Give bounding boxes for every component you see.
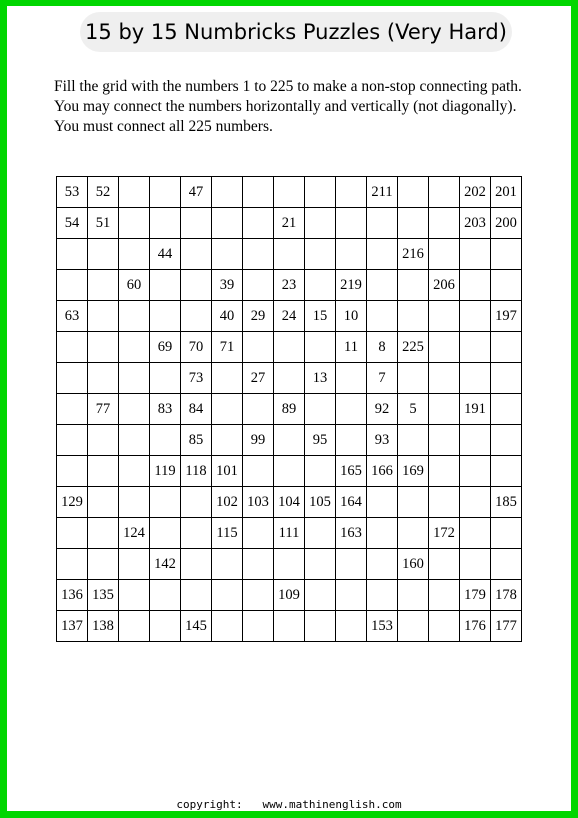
grid-cell[interactable]: 178 — [491, 580, 522, 611]
grid-cell[interactable] — [57, 549, 88, 580]
grid-cell[interactable] — [336, 611, 367, 642]
grid-cell[interactable] — [367, 208, 398, 239]
grid-cell[interactable]: 115 — [212, 518, 243, 549]
grid-cell[interactable]: 44 — [150, 239, 181, 270]
grid-cell[interactable]: 60 — [119, 270, 150, 301]
grid-cell[interactable]: 47 — [181, 177, 212, 208]
grid-cell[interactable] — [367, 518, 398, 549]
grid-cell[interactable]: 166 — [367, 456, 398, 487]
grid-cell[interactable] — [429, 363, 460, 394]
grid-cell[interactable]: 225 — [398, 332, 429, 363]
grid-cell[interactable] — [367, 580, 398, 611]
grid-cell[interactable]: 129 — [57, 487, 88, 518]
site-url: www.mathinenglish.com — [262, 798, 402, 811]
grid-cell[interactable] — [491, 425, 522, 456]
grid-cell[interactable]: 109 — [274, 580, 305, 611]
puzzle-grid — [56, 176, 522, 642]
grid-cell[interactable] — [367, 487, 398, 518]
grid-cell[interactable] — [429, 580, 460, 611]
grid-cell[interactable]: 163 — [336, 518, 367, 549]
grid-cell[interactable] — [88, 425, 119, 456]
grid-cell[interactable] — [212, 239, 243, 270]
grid-cell[interactable] — [398, 425, 429, 456]
grid-cell[interactable] — [119, 177, 150, 208]
grid-cell[interactable] — [212, 363, 243, 394]
grid-row — [57, 301, 522, 332]
grid-cell[interactable]: 63 — [57, 301, 88, 332]
grid-cell[interactable] — [181, 518, 212, 549]
grid-row — [57, 332, 522, 363]
grid-cell[interactable]: 216 — [398, 239, 429, 270]
grid-cell[interactable]: 13 — [305, 363, 336, 394]
grid-cell[interactable] — [181, 301, 212, 332]
grid-row — [57, 611, 522, 642]
grid-cell[interactable] — [460, 487, 491, 518]
grid-cell[interactable]: 7 — [367, 363, 398, 394]
grid-cell[interactable] — [429, 332, 460, 363]
grid-cell[interactable]: 197 — [491, 301, 522, 332]
grid-cell[interactable]: 202 — [460, 177, 491, 208]
grid-cell[interactable] — [491, 518, 522, 549]
grid-cell[interactable]: 203 — [460, 208, 491, 239]
grid-cell[interactable] — [119, 363, 150, 394]
grid-cell[interactable]: 52 — [88, 177, 119, 208]
grid-cell[interactable]: 77 — [88, 394, 119, 425]
grid-cell[interactable]: 53 — [57, 177, 88, 208]
grid-row — [57, 208, 522, 239]
grid-cell[interactable] — [119, 208, 150, 239]
grid-cell[interactable] — [460, 549, 491, 580]
grid-cell[interactable] — [150, 487, 181, 518]
grid-cell[interactable]: 105 — [305, 487, 336, 518]
grid-cell[interactable]: 201 — [491, 177, 522, 208]
grid-row — [57, 549, 522, 580]
grid-cell[interactable] — [274, 456, 305, 487]
grid-cell[interactable]: 145 — [181, 611, 212, 642]
grid-cell[interactable]: 5 — [398, 394, 429, 425]
grid-cell[interactable]: 93 — [367, 425, 398, 456]
grid-cell[interactable] — [305, 332, 336, 363]
grid-cell[interactable] — [305, 549, 336, 580]
grid-cell[interactable] — [274, 239, 305, 270]
grid-cell[interactable] — [460, 301, 491, 332]
grid-cell[interactable]: 102 — [212, 487, 243, 518]
grid-cell[interactable]: 10 — [336, 301, 367, 332]
grid-cell[interactable] — [119, 549, 150, 580]
grid-cell[interactable] — [150, 425, 181, 456]
grid-cell[interactable]: 138 — [88, 611, 119, 642]
grid-cell[interactable]: 101 — [212, 456, 243, 487]
grid-cell[interactable] — [429, 301, 460, 332]
grid-cell[interactable] — [150, 208, 181, 239]
grid-cell[interactable] — [119, 456, 150, 487]
grid-cell[interactable] — [150, 270, 181, 301]
grid-cell[interactable] — [460, 363, 491, 394]
grid-cell[interactable] — [150, 177, 181, 208]
grid-cell[interactable] — [429, 239, 460, 270]
grid-cell[interactable] — [88, 239, 119, 270]
grid-cell[interactable]: 27 — [243, 363, 274, 394]
grid-cell[interactable]: 135 — [88, 580, 119, 611]
grid-cell[interactable]: 21 — [274, 208, 305, 239]
title-banner — [80, 12, 512, 52]
grid-cell[interactable] — [429, 487, 460, 518]
grid-cell[interactable] — [398, 518, 429, 549]
grid-cell[interactable] — [150, 580, 181, 611]
grid-cell[interactable] — [491, 363, 522, 394]
grid-cell[interactable] — [305, 518, 336, 549]
grid-cell[interactable]: 164 — [336, 487, 367, 518]
grid-cell[interactable]: 69 — [150, 332, 181, 363]
grid-cell[interactable] — [274, 425, 305, 456]
grid-cell[interactable]: 99 — [243, 425, 274, 456]
grid-cell[interactable]: 51 — [88, 208, 119, 239]
grid-cell[interactable] — [119, 487, 150, 518]
grid-cell[interactable] — [57, 394, 88, 425]
grid-cell[interactable] — [305, 208, 336, 239]
grid-cell[interactable] — [57, 332, 88, 363]
grid-cell[interactable] — [398, 270, 429, 301]
copyright-footer — [0, 798, 578, 811]
grid-cell[interactable] — [429, 456, 460, 487]
grid-cell[interactable] — [491, 394, 522, 425]
grid-cell[interactable] — [305, 580, 336, 611]
grid-cell[interactable] — [274, 177, 305, 208]
grid-cell[interactable]: 95 — [305, 425, 336, 456]
grid-cell[interactable] — [243, 549, 274, 580]
grid-cell[interactable] — [119, 332, 150, 363]
grid-cell[interactable] — [460, 518, 491, 549]
grid-cell[interactable]: 176 — [460, 611, 491, 642]
grid-cell[interactable]: 39 — [212, 270, 243, 301]
grid-cell[interactable]: 119 — [150, 456, 181, 487]
grid-cell[interactable] — [243, 332, 274, 363]
grid-row — [57, 456, 522, 487]
grid-cell[interactable] — [429, 611, 460, 642]
grid-cell[interactable] — [57, 456, 88, 487]
grid-cell[interactable] — [88, 518, 119, 549]
grid-cell[interactable] — [181, 549, 212, 580]
grid-cell[interactable]: 40 — [212, 301, 243, 332]
instruction-line: Fill the grid with the numbers 1 to 225 to make a non-stop connecting path. — [54, 78, 522, 95]
grid-cell[interactable] — [150, 363, 181, 394]
grid-cell[interactable] — [336, 239, 367, 270]
grid-cell[interactable] — [88, 456, 119, 487]
grid-cell[interactable] — [88, 549, 119, 580]
grid-cell[interactable] — [119, 239, 150, 270]
grid-cell[interactable] — [119, 611, 150, 642]
grid-cell[interactable]: 84 — [181, 394, 212, 425]
grid-cell[interactable] — [398, 487, 429, 518]
grid-cell[interactable]: 85 — [181, 425, 212, 456]
grid-cell[interactable] — [150, 518, 181, 549]
grid-row — [57, 394, 522, 425]
grid-cell[interactable] — [398, 611, 429, 642]
grid-cell[interactable]: 172 — [429, 518, 460, 549]
grid-cell[interactable] — [212, 208, 243, 239]
grid-row — [57, 518, 522, 549]
grid-cell[interactable] — [119, 394, 150, 425]
grid-row — [57, 239, 522, 270]
grid-cell[interactable] — [181, 239, 212, 270]
grid-cell[interactable] — [336, 394, 367, 425]
grid-cell[interactable] — [243, 270, 274, 301]
grid-cell[interactable] — [274, 549, 305, 580]
grid-cell[interactable]: 118 — [181, 456, 212, 487]
grid-row — [57, 363, 522, 394]
grid-cell[interactable]: 29 — [243, 301, 274, 332]
grid-cell[interactable] — [57, 425, 88, 456]
grid-cell[interactable] — [367, 270, 398, 301]
grid-cell[interactable]: 15 — [305, 301, 336, 332]
grid-cell[interactable] — [57, 239, 88, 270]
grid-row — [57, 487, 522, 518]
grid-cell[interactable] — [305, 394, 336, 425]
grid-cell[interactable] — [460, 239, 491, 270]
grid-cell[interactable]: 8 — [367, 332, 398, 363]
grid-cell[interactable] — [460, 456, 491, 487]
grid-cell[interactable] — [305, 177, 336, 208]
grid-cell[interactable] — [336, 363, 367, 394]
grid-cell[interactable] — [460, 332, 491, 363]
grid-cell[interactable]: 153 — [367, 611, 398, 642]
instruction-line: You must connect all 225 numbers. — [54, 118, 273, 135]
grid-row — [57, 580, 522, 611]
grid-cell[interactable]: 177 — [491, 611, 522, 642]
grid-cell[interactable] — [429, 208, 460, 239]
grid-cell[interactable]: 104 — [274, 487, 305, 518]
instruction-line: You may connect the numbers horizontally and vertically (not diagonally). — [54, 98, 517, 115]
page-title: 15 by 15 Numbricks Puzzles (Very Hard) — [85, 20, 507, 44]
grid-cell[interactable] — [305, 239, 336, 270]
grid-cell[interactable] — [274, 611, 305, 642]
grid-cell[interactable] — [336, 177, 367, 208]
grid-cell[interactable] — [181, 270, 212, 301]
grid-cell[interactable]: 83 — [150, 394, 181, 425]
grid-cell[interactable] — [398, 363, 429, 394]
grid-cell[interactable]: 111 — [274, 518, 305, 549]
grid-cell[interactable] — [367, 549, 398, 580]
grid-cell[interactable] — [243, 580, 274, 611]
grid-cell[interactable] — [181, 208, 212, 239]
grid-cell[interactable] — [212, 580, 243, 611]
grid-cell[interactable] — [212, 425, 243, 456]
grid-cell[interactable] — [336, 549, 367, 580]
instructions — [54, 77, 574, 137]
grid-cell[interactable]: 191 — [460, 394, 491, 425]
grid-cell[interactable] — [243, 177, 274, 208]
grid-cell[interactable] — [243, 208, 274, 239]
grid-cell[interactable]: 103 — [243, 487, 274, 518]
grid-cell[interactable]: 92 — [367, 394, 398, 425]
grid-cell[interactable] — [88, 270, 119, 301]
grid-cell[interactable] — [57, 270, 88, 301]
grid-cell[interactable] — [429, 425, 460, 456]
grid-cell[interactable] — [491, 270, 522, 301]
grid-cell[interactable] — [491, 239, 522, 270]
grid-cell[interactable] — [243, 456, 274, 487]
grid-cell[interactable] — [429, 549, 460, 580]
grid-cell[interactable] — [88, 363, 119, 394]
grid-cell[interactable] — [305, 456, 336, 487]
grid-cell[interactable] — [243, 394, 274, 425]
grid-cell[interactable]: 73 — [181, 363, 212, 394]
grid-cell[interactable]: 185 — [491, 487, 522, 518]
grid-cell[interactable]: 70 — [181, 332, 212, 363]
grid-cell[interactable] — [274, 332, 305, 363]
grid-cell[interactable] — [181, 580, 212, 611]
grid-cell[interactable]: 23 — [274, 270, 305, 301]
grid-cell[interactable]: 142 — [150, 549, 181, 580]
grid-cell[interactable] — [491, 456, 522, 487]
grid-cell[interactable] — [88, 487, 119, 518]
grid-cell[interactable] — [491, 332, 522, 363]
grid-cell[interactable] — [460, 425, 491, 456]
grid-row — [57, 270, 522, 301]
grid-cell[interactable]: 200 — [491, 208, 522, 239]
grid-cell[interactable] — [367, 239, 398, 270]
grid-cell[interactable] — [274, 363, 305, 394]
grid-cell[interactable] — [305, 611, 336, 642]
grid-cell[interactable] — [212, 394, 243, 425]
grid-cell[interactable] — [367, 301, 398, 332]
grid-cell[interactable] — [150, 301, 181, 332]
grid-cell[interactable]: 71 — [212, 332, 243, 363]
grid-cell[interactable]: 179 — [460, 580, 491, 611]
grid-cell[interactable] — [88, 301, 119, 332]
grid-cell[interactable] — [243, 518, 274, 549]
grid-cell[interactable]: 160 — [398, 549, 429, 580]
grid-cell[interactable] — [212, 549, 243, 580]
grid-cell[interactable] — [119, 301, 150, 332]
grid-row — [57, 425, 522, 456]
grid-cell[interactable] — [398, 208, 429, 239]
grid-cell[interactable] — [429, 394, 460, 425]
grid-cell[interactable]: 11 — [336, 332, 367, 363]
grid-cell[interactable] — [57, 518, 88, 549]
copyright-label: copyright: — [176, 798, 243, 811]
grid-cell[interactable] — [398, 177, 429, 208]
grid-cell[interactable] — [212, 611, 243, 642]
grid-cell[interactable]: 136 — [57, 580, 88, 611]
grid-cell[interactable]: 124 — [119, 518, 150, 549]
grid-cell[interactable]: 169 — [398, 456, 429, 487]
grid-cell[interactable] — [181, 487, 212, 518]
grid-cell[interactable]: 165 — [336, 456, 367, 487]
grid-cell[interactable] — [119, 580, 150, 611]
grid-cell[interactable]: 54 — [57, 208, 88, 239]
grid-cell[interactable] — [243, 239, 274, 270]
grid-cell[interactable] — [336, 425, 367, 456]
grid-cell[interactable] — [212, 177, 243, 208]
grid-cell[interactable] — [57, 363, 88, 394]
grid-cell[interactable] — [491, 549, 522, 580]
grid-cell[interactable]: 24 — [274, 301, 305, 332]
grid-cell[interactable]: 219 — [336, 270, 367, 301]
grid-cell[interactable]: 137 — [57, 611, 88, 642]
grid-cell[interactable] — [398, 580, 429, 611]
grid-cell[interactable] — [429, 177, 460, 208]
grid-cell[interactable] — [150, 611, 181, 642]
grid-cell[interactable]: 211 — [367, 177, 398, 208]
grid-cell[interactable]: 89 — [274, 394, 305, 425]
grid-cell[interactable] — [119, 425, 150, 456]
grid-cell[interactable] — [398, 301, 429, 332]
grid-row — [57, 177, 522, 208]
grid-cell[interactable] — [305, 270, 336, 301]
grid-cell[interactable] — [88, 332, 119, 363]
grid-cell[interactable] — [336, 208, 367, 239]
grid-cell[interactable]: 206 — [429, 270, 460, 301]
grid-cell[interactable] — [460, 270, 491, 301]
grid-cell[interactable] — [243, 611, 274, 642]
grid-cell[interactable] — [336, 580, 367, 611]
